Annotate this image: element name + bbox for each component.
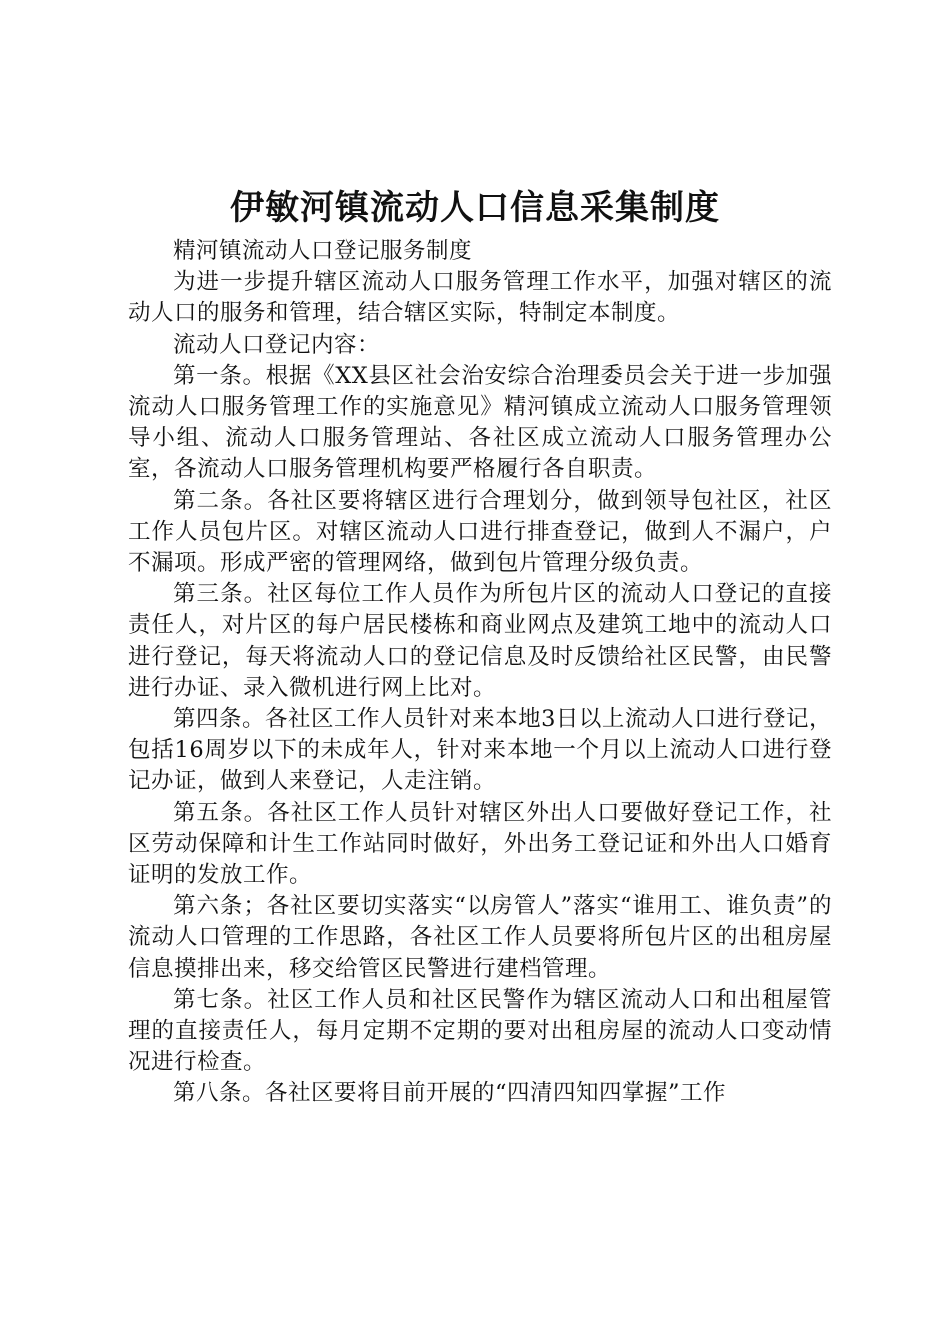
article-5: 第五条。各社区工作人员针对辖区外出人口要做好登记工作，社区劳动保障和计生工作站同时做好，外出务工登记证和外出人口婚育证明的发放工作。 bbox=[128, 799, 832, 889]
intro-paragraph: 为进一步提升辖区流动人口服务管理工作水平，加强对辖区的流动人口的服务和管理，结合辖区实际，特制定本制度。 bbox=[128, 269, 832, 327]
article-6: 第六条；各社区要切实落实“以房管人”落实“谁用工、谁负责”的流动人口管理的工作思路，各社区工作人员要将所包片区的出租房屋信息摸排出来，移交给管区民警进行建档管理。 bbox=[128, 893, 832, 982]
document-title: 伊敏河镇流动人口信息采集制度 bbox=[230, 188, 720, 228]
article-7: 第七条。社区工作人员和社区民警作为辖区流动人口和出租屋管理的直接责任人，每月定期不定期的要对出租房屋的流动人口变动情况进行检查。 bbox=[128, 986, 832, 1076]
section-heading: 流动人口登记内容： bbox=[173, 331, 381, 358]
document-subtitle: 精河镇流动人口登记服务制度 bbox=[173, 238, 473, 264]
article-4: 第四条。各社区工作人员针对来本地3日以上流动人口进行登记，包括16周岁以下的未成年人，针对来本地一个月以上流动人口进行登记办证，做到人来登记，人走注销。 bbox=[128, 706, 832, 795]
article-2: 第二条。各社区要将辖区进行合理划分，做到领导包社区，社区工作人员包片区。对辖区流动人口进行排查登记，做到人不漏户，户不漏项。形成严密的管理网络，做到包片管理分级负责。 bbox=[128, 487, 832, 577]
document-body bbox=[128, 236, 832, 1110]
article-8: 第八条。各社区要将目前开展的“四清四知四掌握”工作 bbox=[173, 1080, 727, 1107]
article-3: 第三条。社区每位工作人员作为所包片区的流动人口登记的直接责任人，对片区的每户居民楼栋和商业网点及建筑工地中的流动人口进行登记，每天将流动人口的登记信息及时反馈给社区民警，由民警进行办证、录入微机进行网上比对。 bbox=[128, 581, 832, 701]
article-1: 第一条。根据《XX县区社会治安综合治理委员会关于进一步加强流动人口服务管理工作的实施意见》精河镇成立流动人口服务管理领导小组、流动人口服务管理站、各社区成立流动人口服务管理办公室，各流动人口服务管理机构要严格履行各自职责。 bbox=[128, 362, 832, 483]
